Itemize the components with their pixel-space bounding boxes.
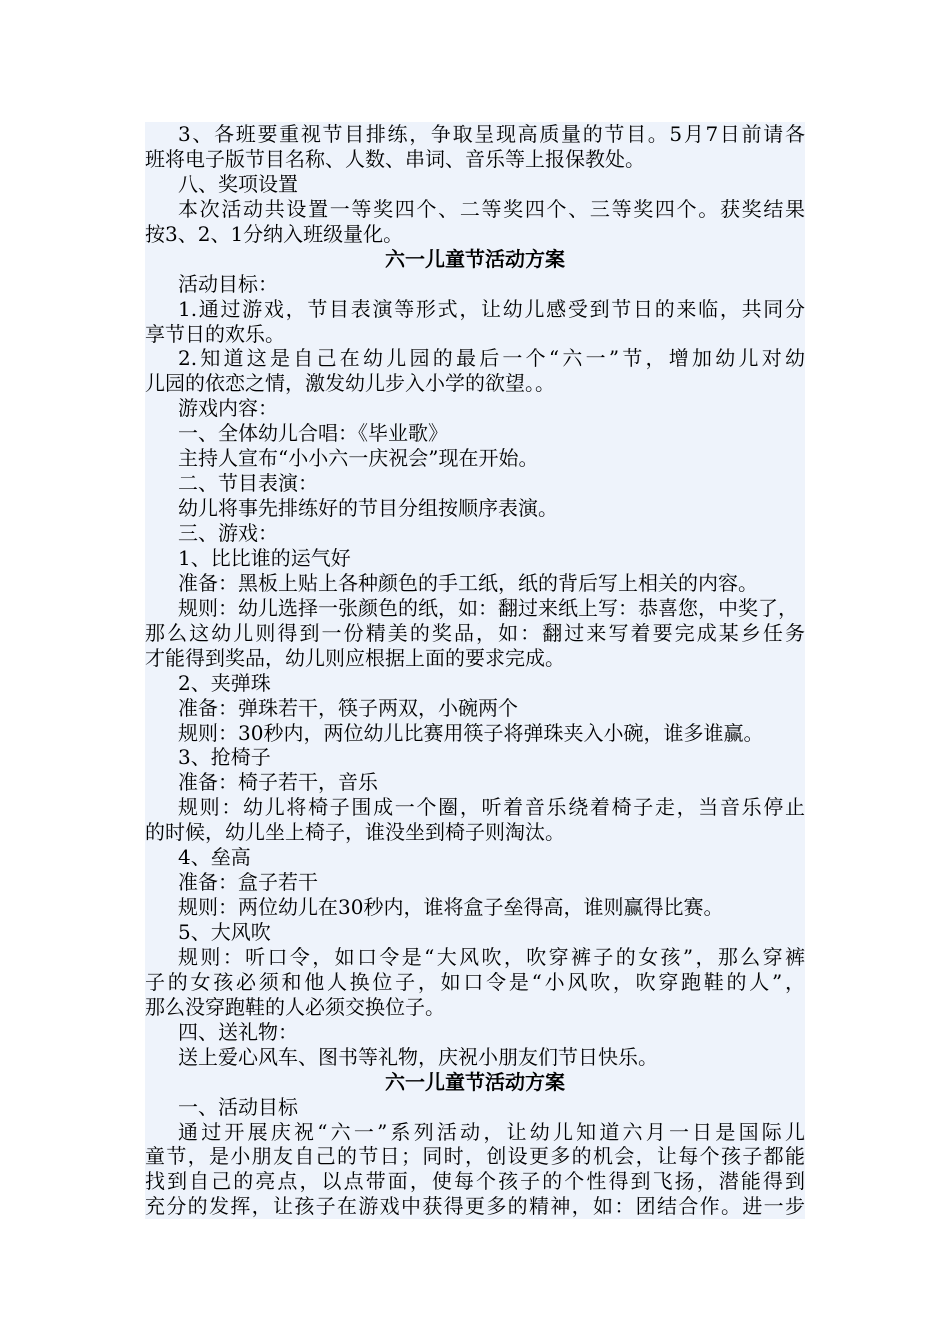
text-line: 享节日的欢乐。 [145, 321, 285, 346]
text-line: 4、垒高 [178, 845, 251, 870]
text-line: 幼儿将事先排练好的节目分组按顺序表演。 [178, 496, 558, 521]
text-line: 1.通过游戏，节目表演等形式，让幼儿感受到节日的来临，共同分 [178, 296, 805, 321]
text-line: 规则：30秒内，两位幼儿比赛用筷子将弹珠夹入小碗，谁多谁赢。 [178, 720, 764, 745]
text-line: 主持人宣布“小小六一庆祝会”现在开始。 [178, 446, 539, 471]
text-line: 一、活动目标 [178, 1094, 298, 1119]
text-line: 规则：两位幼儿在30秒内，谁将盒子垒得高，谁则赢得比赛。 [178, 895, 724, 920]
text-line: 3、抢椅子 [178, 745, 271, 770]
text-line: 按3、2、1分纳入班级量化。 [145, 221, 404, 246]
text-line: 童节，是小朋友自己的节日；同时，创设更多的机会，让每个孩子都能 [145, 1144, 805, 1169]
text-line: 本次活动共设置一等奖四个、二等奖四个、三等奖四个。获奖结果 [178, 196, 805, 221]
text-line: 1、比比谁的运气好 [178, 545, 351, 570]
text-line: 2.知道这是自己在幼儿园的最后一个“六一”节，增加幼儿对幼 [178, 346, 805, 371]
section-title: 六一儿童节活动方案 [385, 1069, 565, 1094]
text-line: 四、送礼物： [178, 1019, 298, 1044]
text-line: 5、大风吹 [178, 920, 271, 944]
text-line: 3、各班要重视节目排练，争取呈现高质量的节目。5月7日前请各 [178, 122, 805, 146]
text-line: 找到自己的亮点，以点带面，使每个孩子的个性得到飞扬，潜能得到 [145, 1169, 805, 1194]
section-title: 六一儿童节活动方案 [385, 246, 565, 271]
text-line: 通过开展庆祝“六一”系列活动，让幼儿知道六月一日是国际儿 [178, 1119, 805, 1144]
text-line: 充分的发挥，让孩子在游戏中获得更多的精神，如：团结合作。进一步 [145, 1194, 805, 1219]
text-line: 一、全体幼儿合唱：《毕业歌》 [178, 421, 448, 446]
text-line: 游戏内容： [178, 396, 278, 421]
text-line: 儿园的依恋之情，激发幼儿步入小学的欲望。。 [145, 371, 555, 396]
text-line: 准备：盒子若干 [178, 870, 318, 895]
text-line: 那么没穿跑鞋的人必须交换位子。 [145, 994, 445, 1019]
text-line: 准备：黑板上贴上各种颜色的手工纸，纸的背后写上相关的内容。 [178, 570, 758, 595]
text-line: 三、游戏： [178, 521, 278, 545]
text-line: 八、奖项设置 [178, 171, 298, 196]
text-line: 2、夹弹珠 [178, 670, 271, 695]
text-line: 子的女孩必须和他人换位子，如口令是“小风吹，吹穿跑鞋的人”， [145, 969, 805, 994]
text-line: 那么这幼儿则得到一份精美的奖品，如：翻过来写着要完成某乡任务 [145, 620, 805, 645]
text-line: 规则：幼儿选择一张颜色的纸，如：翻过来纸上写：恭喜您，中奖了， [178, 595, 798, 620]
text-line: 准备：弹珠若干，筷子两双，小碗两个 [178, 695, 518, 720]
text-line: 班将电子版节目名称、人数、串词、音乐等上报保教处。 [145, 146, 645, 171]
text-line: 的时候，幼儿坐上椅子，谁没坐到椅子则淘汰。 [145, 820, 565, 845]
document-body [145, 122, 805, 1219]
text-line: 活动目标： [178, 271, 278, 296]
text-line: 准备：椅子若干，音乐 [178, 770, 378, 795]
text-line: 送上爱心风车、图书等礼物，庆祝小朋友们节日快乐。 [178, 1044, 658, 1069]
text-line: 规则：幼儿将椅子围成一个圈，听着音乐绕着椅子走，当音乐停止 [178, 795, 805, 820]
text-line: 规则：听口令，如口令是“大风吹，吹穿裤子的女孩”，那么穿裤 [178, 944, 805, 969]
text-line: 才能得到奖品，幼儿则应根据上面的要求完成。 [145, 645, 565, 670]
text-line: 二、节目表演： [178, 471, 318, 496]
